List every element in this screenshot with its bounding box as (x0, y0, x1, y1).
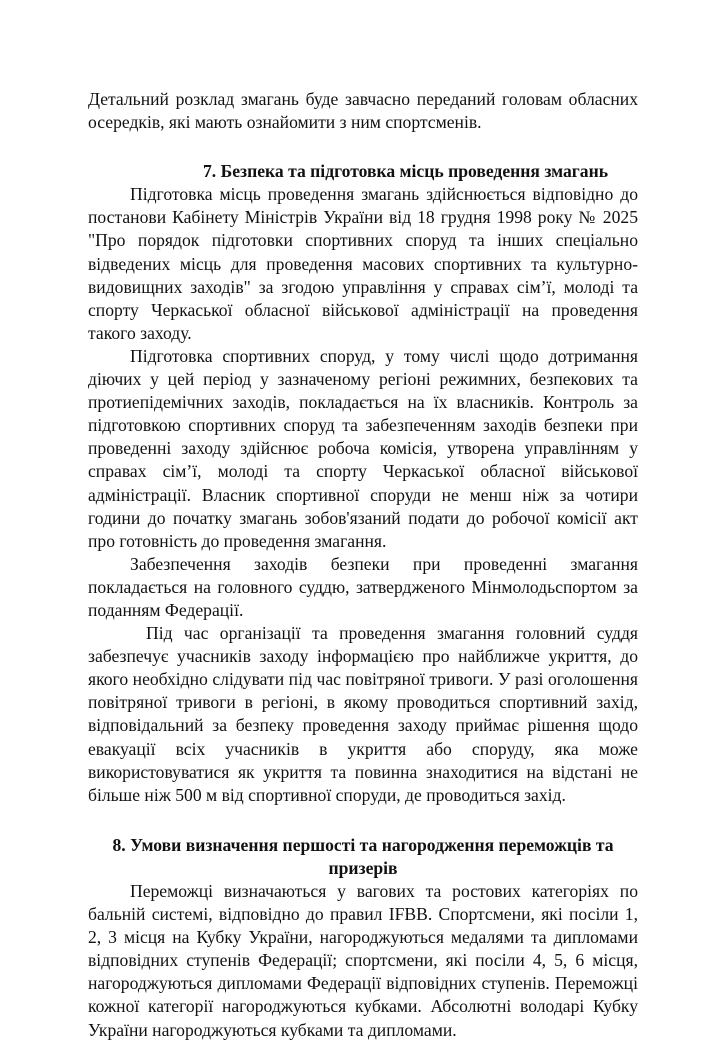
section-8-heading-line-1: 8. Умови визначення першості та нагородження переможців та (112, 834, 614, 855)
document-page (88, 88, 638, 1042)
intro-paragraph: Детальний розклад змагань буде завчасно переданий головам обласних осередків, які мають ознайомити з ним спортсменів. (88, 89, 638, 133)
section-8-heading (88, 834, 638, 880)
section-7-paragraph-2: Підготовка спортивних споруд, у тому числі щодо дотримання діючих у цей період у зазначеному регіоні режимних, безпекових та протиепідемічних заходів, покладається на їх власників. Контроль за підготовкою спортивних споруд та забезпеченням заходів безпеки при проведенні заходу здійснює робоча комісія, утворена управлінням у справах сім’ї, молоді та спорту Черкаської обласної військової адміністрації. Власник спортивної споруди не менш ніж за чотири години до початку змагань зобов'язаний подати до робочої комісії акт про готовність до проведення змагання. (88, 345, 638, 551)
section-8-heading-line-2: призерів (328, 857, 398, 878)
section-7-paragraph-4: Під час організації та проведення змагання головний суддя забезпечує учасників заходу інформацією про найближче укриття, до якого необхідно слідувати під час повітряної тривоги. У разі оголошення повітряної тривоги в регіоні, в якому проводиться спортивний захід, відповідальний за безпеку проведення заходу приймає рішення щодо евакуації всіх учасників в укриття або споруду, яка може використовуватися як укриття та повинна знаходитися на відстані не більше ніж 500 м від спортивної споруди, де проводиться захід. (88, 623, 638, 805)
section-7-heading: 7. Безпека та підготовка місць проведення змагань (203, 161, 609, 182)
section-8-paragraph: Переможці визначаються у вагових та ростових категоріях по бальній системі, відповідно до правил IFBB. Спортсмени, які посіли 1, 2, 3 місця на Кубку України, нагороджуються медалями та дипломами відповідних ступенів Федерації; спортсмени, які посіли 4, 5, 6 місця, нагороджуються дипломами Федерації відповідних ступенів. Переможці кожної категорії нагороджуються кубками. Абсолютні володарі Кубку України нагороджуються кубками та дипломами. (88, 881, 638, 1040)
section-7-paragraph-1: Підготовка місць проведення змагань здійснюється відповідно до постанови Кабінету Міністрів України від 18 грудня 1998 року № 2025 "Про порядок підготовки спортивних споруд та інших спеціально відведених місць для проведення масових спортивних та культурно-видовищних заходів" за згодою управління у справах сім’ї, молоді та спорту Черкаської обласної військової адміністрації на проведення такого заходу. (88, 184, 638, 343)
section-7-paragraph-3: Забезпечення заходів безпеки при проведенні змагання покладається на головного суддю, затвердженого Мінмолодьспортом за поданням Федерації. (88, 553, 638, 620)
